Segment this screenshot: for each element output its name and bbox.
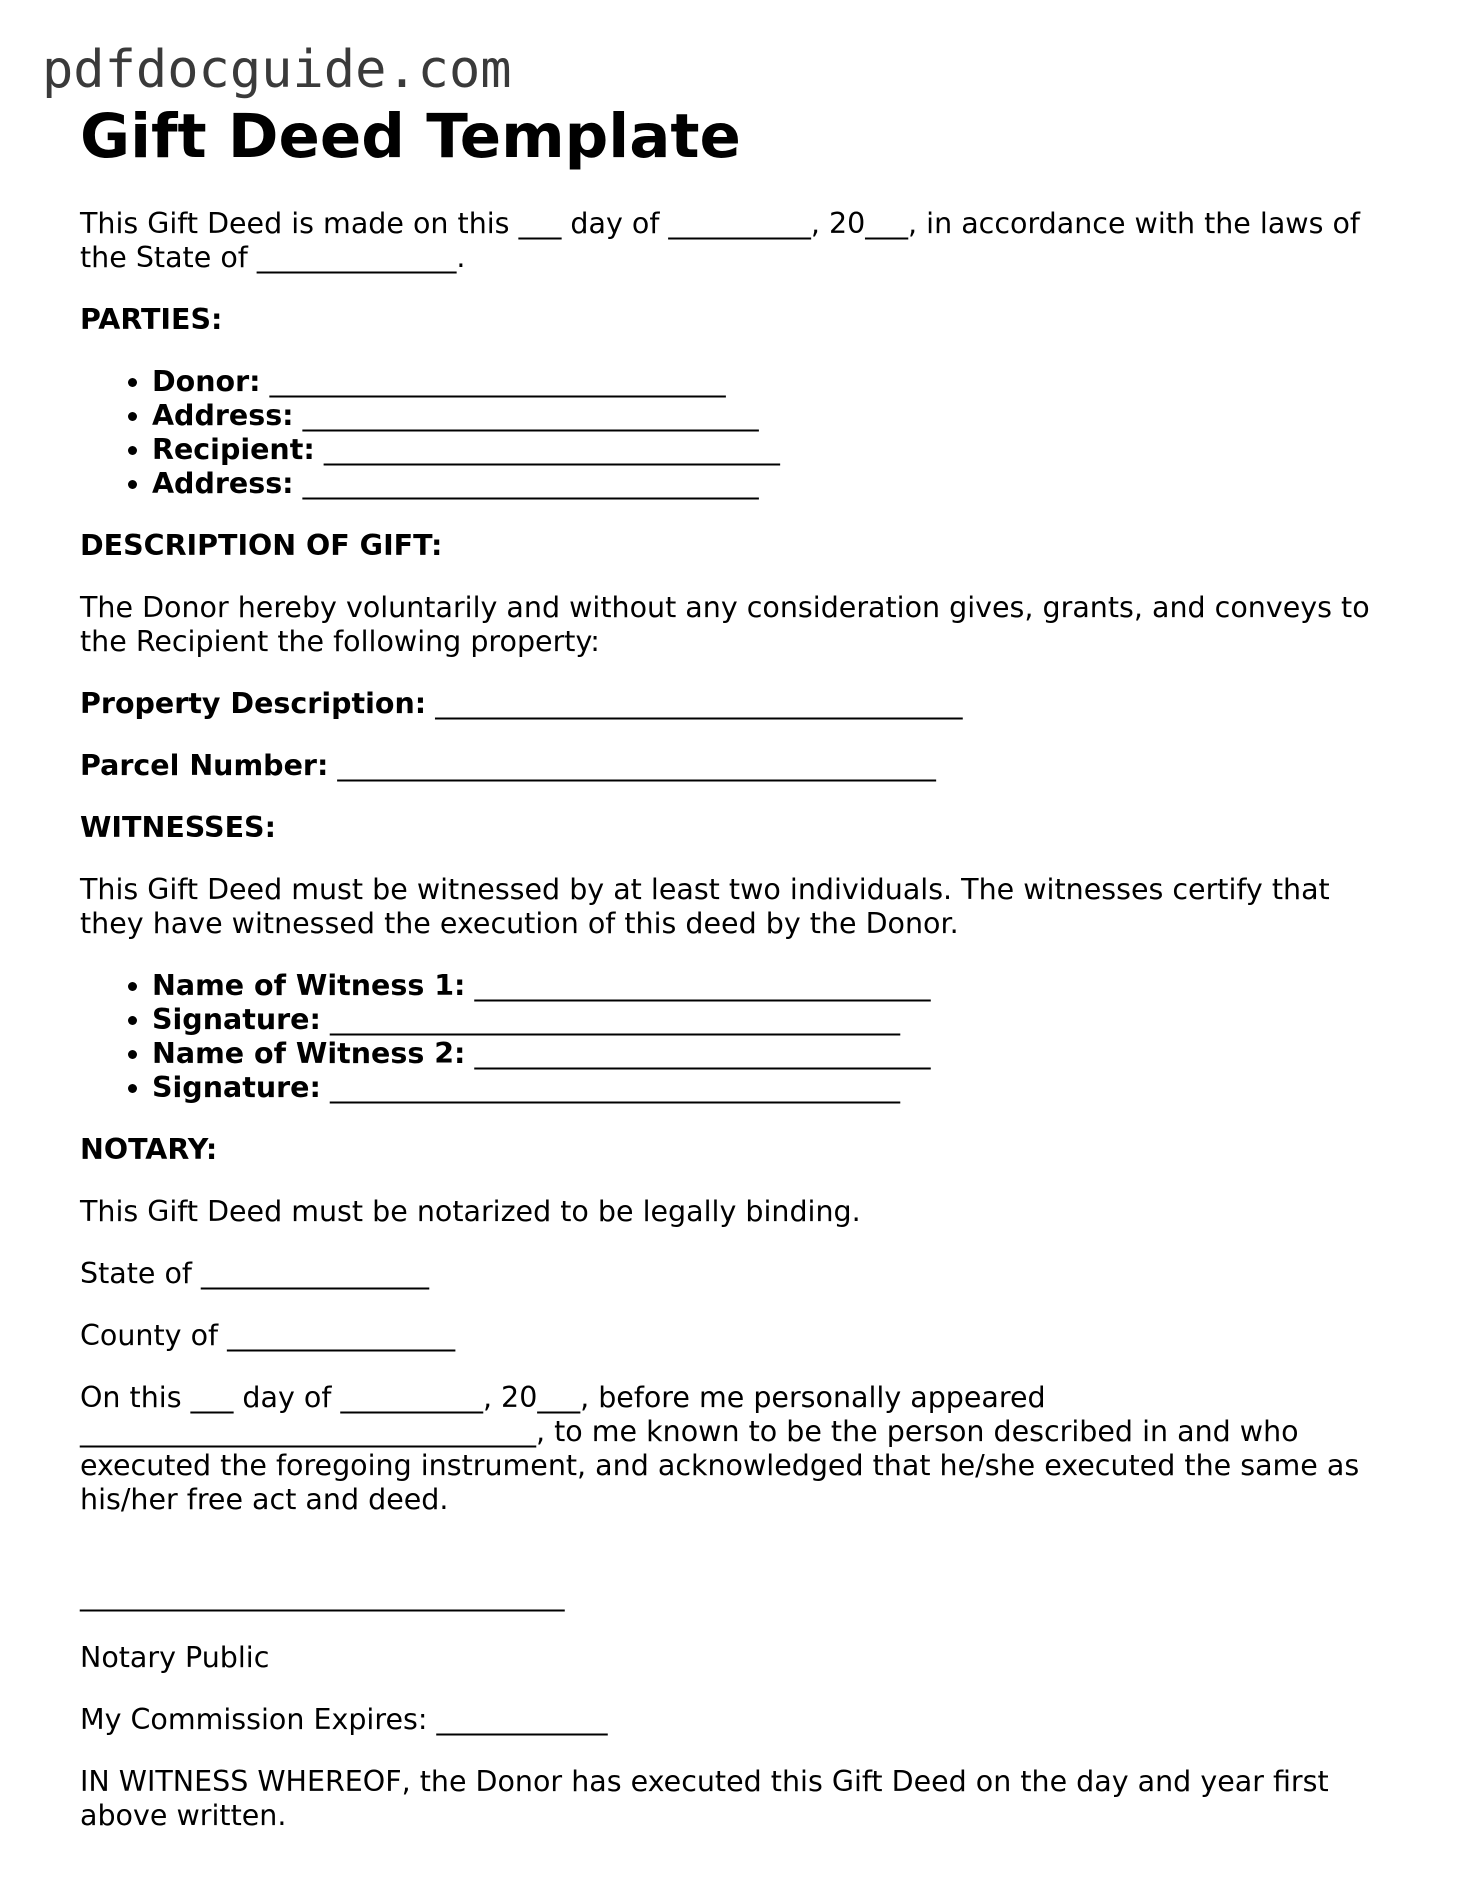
list-item [152,399,1390,433]
witness-1-signature-label: Signature: [152,1003,321,1037]
gift-heading: DESCRIPTION OF GIFT: [80,529,443,563]
recipient-blank: ________________________________ [323,433,780,467]
property-description-label: Property Description: [80,687,427,721]
document-page [80,100,1390,1861]
parcel-number-label: Parcel Number: [80,749,329,783]
witness-2-signature-label: Signature: [152,1071,321,1105]
donor-blank: ________________________________ [269,365,726,399]
donor-address-label: Address: [152,399,294,433]
notary-public-label: Notary Public [80,1641,270,1675]
notary-state-line: State of ________________ [80,1257,430,1291]
spacer [80,1545,1390,1579]
list-item [152,365,1390,399]
list-item [152,433,1390,467]
notary-heading: NOTARY: [80,1133,218,1167]
recipient-address-label: Address: [152,467,294,501]
notary-county-line: County of ________________ [80,1319,456,1353]
document-body [80,207,1390,1833]
witness-2-name-blank: ________________________________ [474,1037,931,1071]
parcel-number-line [80,749,1390,783]
document-title: Gift Deed Template [80,101,741,172]
intro-paragraph: This Gift Deed is made on this ___ day of __________, 20___, in accordance with the laws of the State of ______________. [80,207,1360,275]
commission-expires-line: My Commission Expires: ____________ [80,1703,608,1737]
notary-acknowledgment: On this ___ day of __________, 20___, before me personally appeared ________________________________, to me known to be the person described in and who executed the foregoing instrument, and acknowledged that he/she executed the same as his/her free act and deed. [80,1381,1360,1517]
parties-heading: PARTIES: [80,303,223,337]
notary-signature-line: __________________________________ [80,1579,565,1613]
witnesses-list [80,969,1390,1105]
witness-1-signature-blank: ________________________________________ [329,1003,900,1037]
parcel-number-blank: __________________________________________ [337,749,936,783]
recipient-address-blank: ________________________________ [302,467,759,501]
recipient-label: Recipient: [152,433,315,467]
notary-paragraph: This Gift Deed must be notarized to be legally binding. [80,1195,861,1229]
witness-1-name-blank: ________________________________ [474,969,931,1003]
list-item [152,467,1390,501]
closing-paragraph: IN WITNESS WHEREOF, the Donor has executed this Gift Deed on the day and year first above written. [80,1765,1329,1833]
witness-2-signature-blank: ________________________________________ [329,1071,900,1105]
parties-list [80,365,1390,501]
witnesses-heading: WITNESSES: [80,811,276,845]
donor-address-blank: ________________________________ [302,399,759,433]
donor-label: Donor: [152,365,261,399]
property-description-blank: _____________________________________ [435,687,963,721]
list-item [152,1003,1390,1037]
gift-paragraph: The Donor hereby voluntarily and without any consideration gives, grants, and conveys to the Recipient the following property: [80,591,1370,659]
list-item [152,1037,1390,1071]
witness-1-name-label: Name of Witness 1: [152,969,466,1003]
witness-2-name-label: Name of Witness 2: [152,1037,466,1071]
property-description-line [80,687,1390,721]
list-item [152,969,1390,1003]
site-watermark: pdfdocguide.com [42,40,512,100]
witnesses-paragraph: This Gift Deed must be witnessed by at least two individuals. The witnesses certify that they have witnessed the execution of this deed by the Donor. [80,873,1330,941]
list-item [152,1071,1390,1105]
